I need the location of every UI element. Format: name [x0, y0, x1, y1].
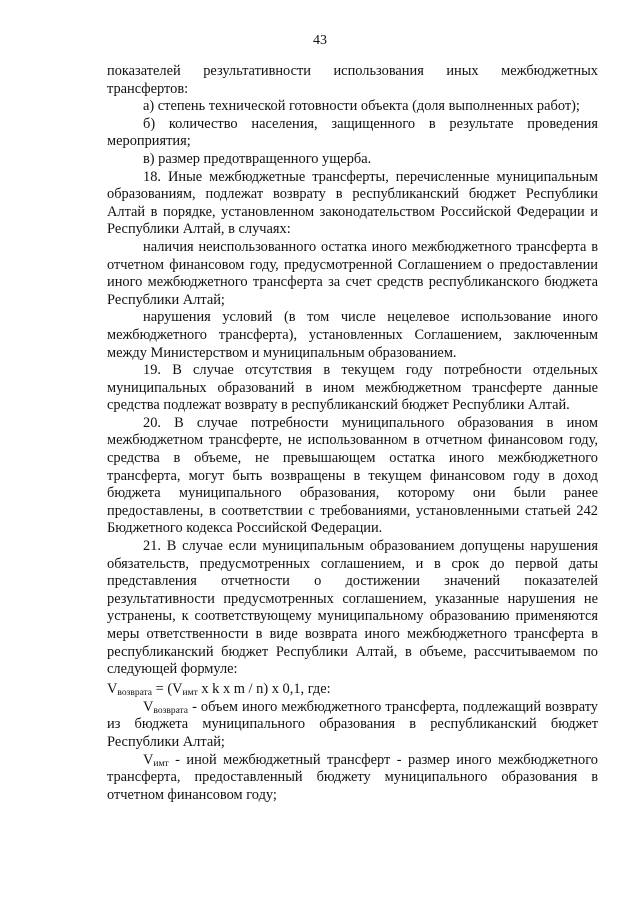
formula-v-subscript: возврата — [117, 687, 153, 698]
clause-20: 20. В случае потребности муниципального образования в ином межбюджетном трансферте, не использованном в отчетном финансовом году, средства в объеме, не превышающем остатка иного межбюджетного трансферта, могут быть возвращены в текущем финансовом году в доход бюджета муниципального образования, которому они были ранее предоставлены, в соответствии с требованиями, установленными статьей 242 Бюджетного кодекса Российской Федерации. — [107, 414, 598, 537]
clause-19: 19. В случае отсутствия в текущем году потребности отдельных муниципальных образований в ином межбюджетном трансферте данные средства подлежат возврату в республиканский бюджет Республики Алтай. — [107, 362, 598, 414]
paragraph: наличия неиспользованного остатка иного межбюджетного трансферта в отчетном финансовом году, предусмотренной Соглашением о предоставлении иного межбюджетного трансферта за счет средств республиканского бюджета Республики Алтай; — [107, 238, 598, 308]
definition-symbol: V — [143, 698, 154, 715]
definition-subscript: имт — [153, 758, 169, 769]
formula-rest: x k x m / n) x 0,1, где: — [197, 680, 331, 697]
definition-text: - иной межбюджетный трансферт - размер иного межбюджетного трансферта, предоставленный бюджету муниципального образования в отчетном финансовом году; — [107, 751, 598, 803]
formula-imt-subscript: имт — [182, 687, 198, 698]
formula — [107, 679, 598, 699]
list-item: в) размер предотвращенного ущерба. — [143, 150, 372, 167]
formula-eq-open: = (V — [152, 680, 183, 697]
definition-symbol: V — [143, 751, 154, 768]
definition-text: - объем иного межбюджетного трансферта, подлежащий возврату из бюджета муниципального образования в республиканский бюджет Республики Алтай; — [107, 698, 598, 750]
paragraph: показателей результативности использования иных межбюджетных трансфертов: — [107, 63, 598, 97]
list-item: б) количество населения, защищенного в результате проведения мероприятия; — [107, 115, 598, 150]
definition-subscript: возврата — [153, 705, 189, 716]
clause-21: 21. В случае если муниципальным образованием допущены нарушения обязательств, предусмотренных соглашением, и в срок до первой даты представления отчетности о достижении значений показателей результативности предусмотренных соглашением, указанные нарушения не устранены, к соответствующему муниципальному образованию применяются меры ответственности в виде возврата иного межбюджетного трансферта в республиканский бюджет Республики Алтай, в объеме, рассчитываемом по следующей формуле: — [107, 538, 598, 678]
definition-v-imt — [107, 752, 598, 805]
definition-v-vozvrata — [107, 699, 598, 752]
document-body — [107, 63, 598, 804]
clause-18: 18. Иные межбюджетные трансферты, перечисленные муниципальным образованиям, подлежат возврату в республиканский бюджет Республики Алтай в порядке, установленном законодательством Российской Федерации и Республики Алтай, в случаях: — [107, 168, 598, 238]
page-number: 43 — [313, 33, 327, 48]
formula-v: V — [107, 680, 118, 697]
list-item: а) степень технической готовности объекта (доля выполненных работ); — [143, 98, 580, 115]
paragraph: нарушения условий (в том числе нецелевое использование иного межбюджетного трансферта), установленных Соглашением, заключенным между Министерством и муниципальным образованием. — [107, 309, 598, 361]
